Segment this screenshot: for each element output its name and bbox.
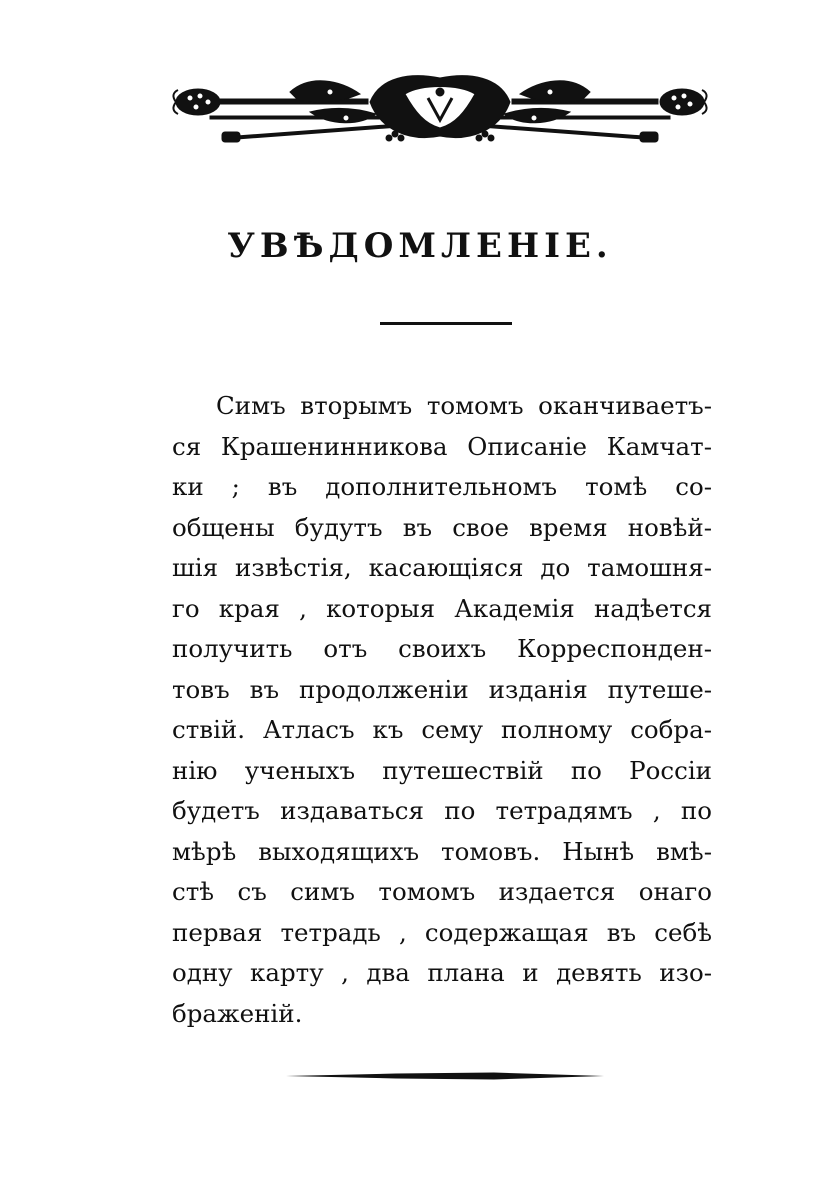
- text-line: ствій. Атласъ къ сему полному собра-: [172, 715, 712, 744]
- page-title: УВѢДОМЛЕНІЕ.: [227, 226, 613, 266]
- text-line: ки ; въ дополнительномъ томѣ со-: [172, 472, 712, 501]
- notice-body: [172, 386, 712, 1034]
- closing-tapered-rule: [286, 1070, 604, 1082]
- text-line: нію ученыхъ путешествій по Россіи: [172, 755, 712, 785]
- text-line: будетъ издаваться по тетрадямъ , по: [172, 796, 712, 825]
- decorative-headpiece-ornament: [170, 72, 710, 152]
- text-line: браженій.: [172, 998, 303, 1028]
- text-line: го края , которыя Академія надѣется: [172, 593, 712, 623]
- text-line: получить отъ своихъ Корреспонден-: [172, 634, 712, 663]
- text-line: Симъ вторымъ томомъ оканчиваетъ-: [216, 391, 712, 420]
- text-line: первая тетрадь , содержащая въ себѣ: [172, 917, 712, 947]
- text-line: шія извѣстія, касающіяся до тамошня-: [172, 553, 712, 582]
- text-line: товъ въ продолженіи изданія путеше-: [172, 674, 712, 704]
- text-line: мѣрѣ выходящихъ томовъ. Нынѣ вмѣ-: [172, 836, 712, 866]
- text-line: одну карту , два плана и девять изо-: [172, 958, 712, 987]
- text-line: ся Крашенинникова Описаніе Камчат-: [172, 431, 712, 461]
- title-divider-rule: [380, 322, 512, 325]
- text-line: общены будутъ въ свое время новѣй-: [172, 512, 712, 542]
- text-line: стѣ съ симъ томомъ издается онаго: [172, 877, 712, 906]
